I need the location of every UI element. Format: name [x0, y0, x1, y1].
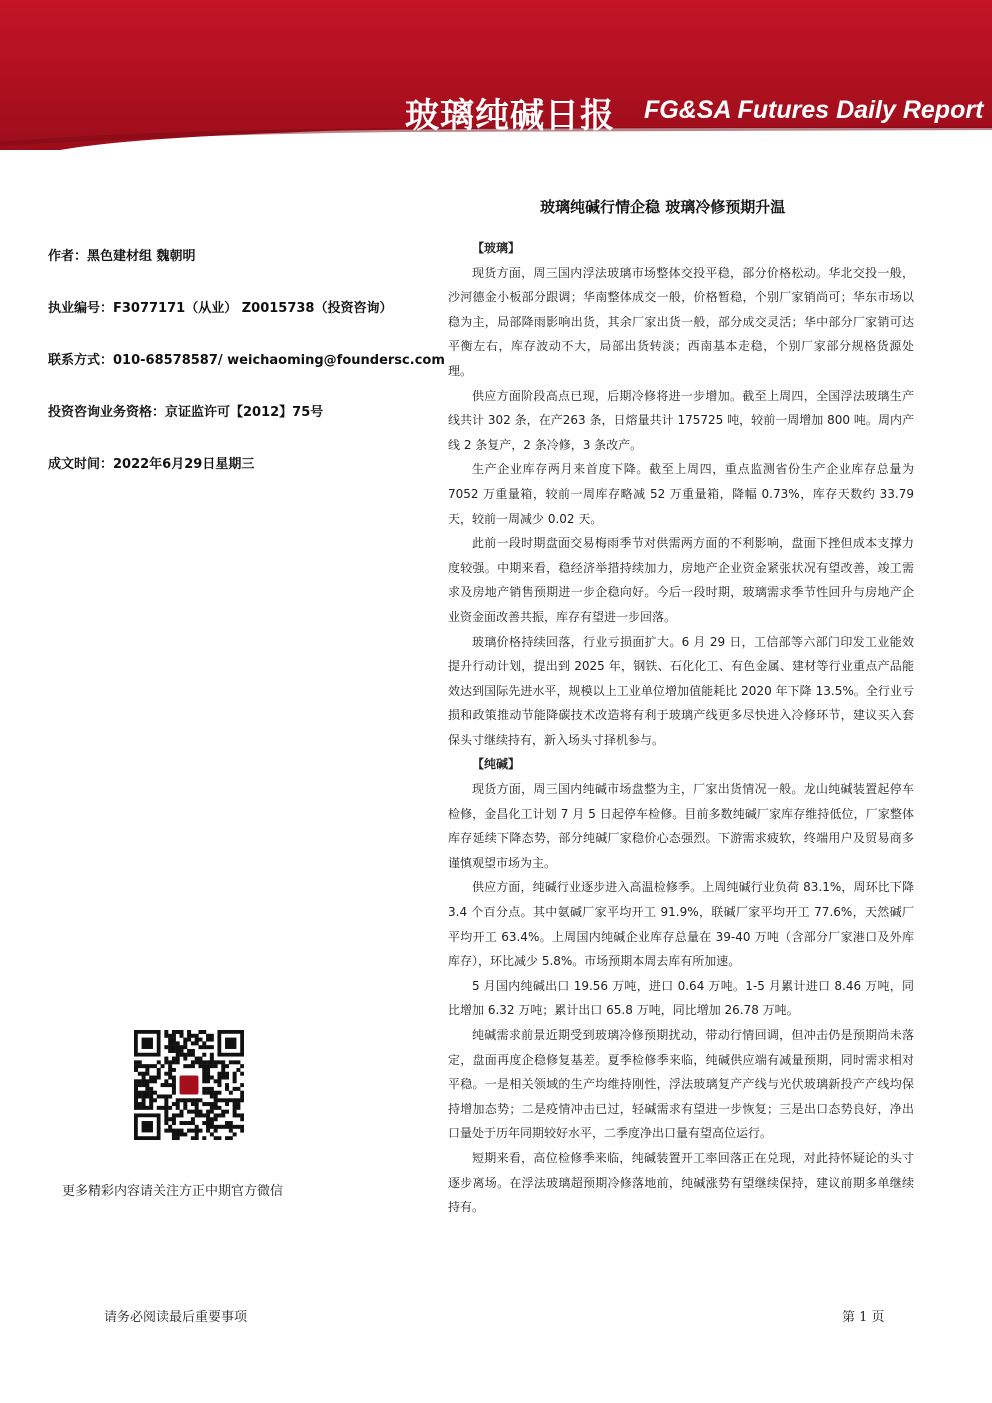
soda-paragraph: 现货方面，周三国内纯碱市场盘整为主，厂家出货情况一般。龙山纯碱装置起停车检修，金昌化工计划 7 月 5 日起停车检修。目前多数纯碱厂家库存维持低位，厂家整体库存延续下降态势，部分纯碱厂家稳价心态强烈。下游需求疲软，终端用户及贸易商多谨慎观望市场为主。: [448, 782, 914, 870]
page-number: 第 1 页: [842, 1310, 885, 1325]
section-title-glass: 【玻璃】: [472, 241, 521, 255]
license-line: 执业编号：F3077171（从业） Z0015738（投资咨询）: [48, 301, 393, 316]
glass-paragraph: 供应方面阶段高点已现，后期冷修将进一步增加。截至上周四，全国浮法玻璃生产线共计 302 条，在产263 条，日熔量共计 175725 吨，较前一周增加 800 吨。周内产线 2 条复产，2 条冷修，3 条改产。: [448, 388, 914, 452]
soda-paragraph: 供应方面，纯碱行业逐步进入高温检修季。上周纯碱行业负荷 83.1%，周环比下降 3.4 个百分点。其中氨碱厂家平均开工 91.9%，联碱厂家平均开工 77.6%，天然碱厂平均开工 63.4%。上周国内纯碱企业库存总量在 39-40 万吨（含部分厂家港口及外库库存），环比减少 5.8%。市场预期本周去库有所加速。: [448, 880, 914, 969]
report-body: [448, 236, 914, 1220]
header-banner: [0, 0, 992, 150]
qualification-line: 投资咨询业务资格：京证监许可【2012】75号: [48, 405, 324, 420]
glass-paragraph: 现货方面，周三国内浮法玻璃市场整体交投平稳，部分价格松动。华北交投一般，沙河德金小板部分跟调；华南整体成交一般，价格暂稳，个别厂家销尚可；华东市场以稳为主，局部降雨影响出货，其余厂家出货一般，部分成交灵活；华中部分厂家销可达平衡左右，库存波动不大，局部出货转淡；西南基本走稳，个别厂家部分规格货源处理。: [448, 265, 914, 378]
report-title-en: FG&SA Futures Daily Report: [644, 96, 984, 124]
glass-paragraph: 生产企业库存两月来首度下降。截至上周四，重点监测省份生产企业库存总量为 7052 万重量箱，较前一周库存略减 52 万重量箱，降幅 0.73%，库存天数约 33.79 天，较前一周减少 0.02 天。: [448, 462, 914, 526]
section-title-soda: 【纯碱】: [472, 757, 521, 772]
soda-paragraph: 5 月国内纯碱出口 19.56 万吨，进口 0.64 万吨。1-5 月累计进口 8.46 万吨，同比增加 6.32 万吨；累计出口 65.8 万吨，同比增加 26.78 万吨。: [448, 978, 914, 1018]
wechat-qr-code: [134, 1030, 244, 1140]
qr-caption: 更多精彩内容请关注方正中期官方微信: [62, 1184, 284, 1199]
author-line: 作者：黑色建材组 魏朝明: [48, 249, 196, 264]
contact-line: 联系方式：010-68578587/ weichaoming@foundersc.com: [48, 353, 445, 368]
qr-logo-icon: [180, 1076, 199, 1095]
article-headline: 玻璃纯碱行情企稳 玻璃冷修预期升温: [540, 198, 786, 216]
glass-paragraph: 玻璃价格持续回落，行业亏损面扩大。6 月 29 日，工信部等六部门印发工业能效提升行动计划，提出到 2025 年，钢铁、石化化工、有色金属、建材等行业重点产品能效达到国际先进水平，规模以上工业单位增加值能耗比 2020 年下降 13.5%。全行业亏损和政策推动节能降碳技术改造将有利于玻璃产线更多尽快进入冷修环节，建议买入套保头寸继续持有，新入场头寸择机参与。: [448, 634, 914, 747]
glass-paragraph: 此前一段时期盘面交易梅雨季节对供需两方面的不利影响，盘面下挫但成本支撑力度较强。中期来看，稳经济举措持续加力，房地产企业资金紧张状况有望改善，竣工需求及房地产销售预期进一步企稳向好。今后一段时期，玻璃需求季节性回升与房地产企业资金面改善共振，库存有望进一步回落。: [448, 536, 914, 624]
soda-paragraph: 纯碱需求前景近期受到玻璃冷修预期扰动，带动行情回调，但冲击仍是预期尚未落定，盘面再度企稳修复基差。夏季检修季来临，纯碱供应端有减量预期，同时需求相对平稳。一是相关领域的生产均维持刚性，浮法玻璃复产产线与光伏玻璃新投产产线均保持增加态势；二是疫情冲击已过，轻碱需求有望进一步恢复；三是出口态势良好，净出口量处于历年同期较好水平，二季度净出口量有望高位运行。: [448, 1028, 914, 1141]
date-line: 成文时间：2022年6月29日星期三: [48, 457, 255, 472]
footer-notice: 请务必阅读最后重要事项: [104, 1310, 248, 1325]
report-title-cn: 玻璃纯碱日报: [405, 96, 615, 136]
soda-paragraph: 短期来看，高位检修季来临，纯碱装置开工率回落正在兑现，对此持怀疑论的头寸逐步离场。在浮法玻璃超预期冷修落地前，纯碱涨势有望继续保持，建议前期多单继续持有。: [448, 1150, 914, 1215]
